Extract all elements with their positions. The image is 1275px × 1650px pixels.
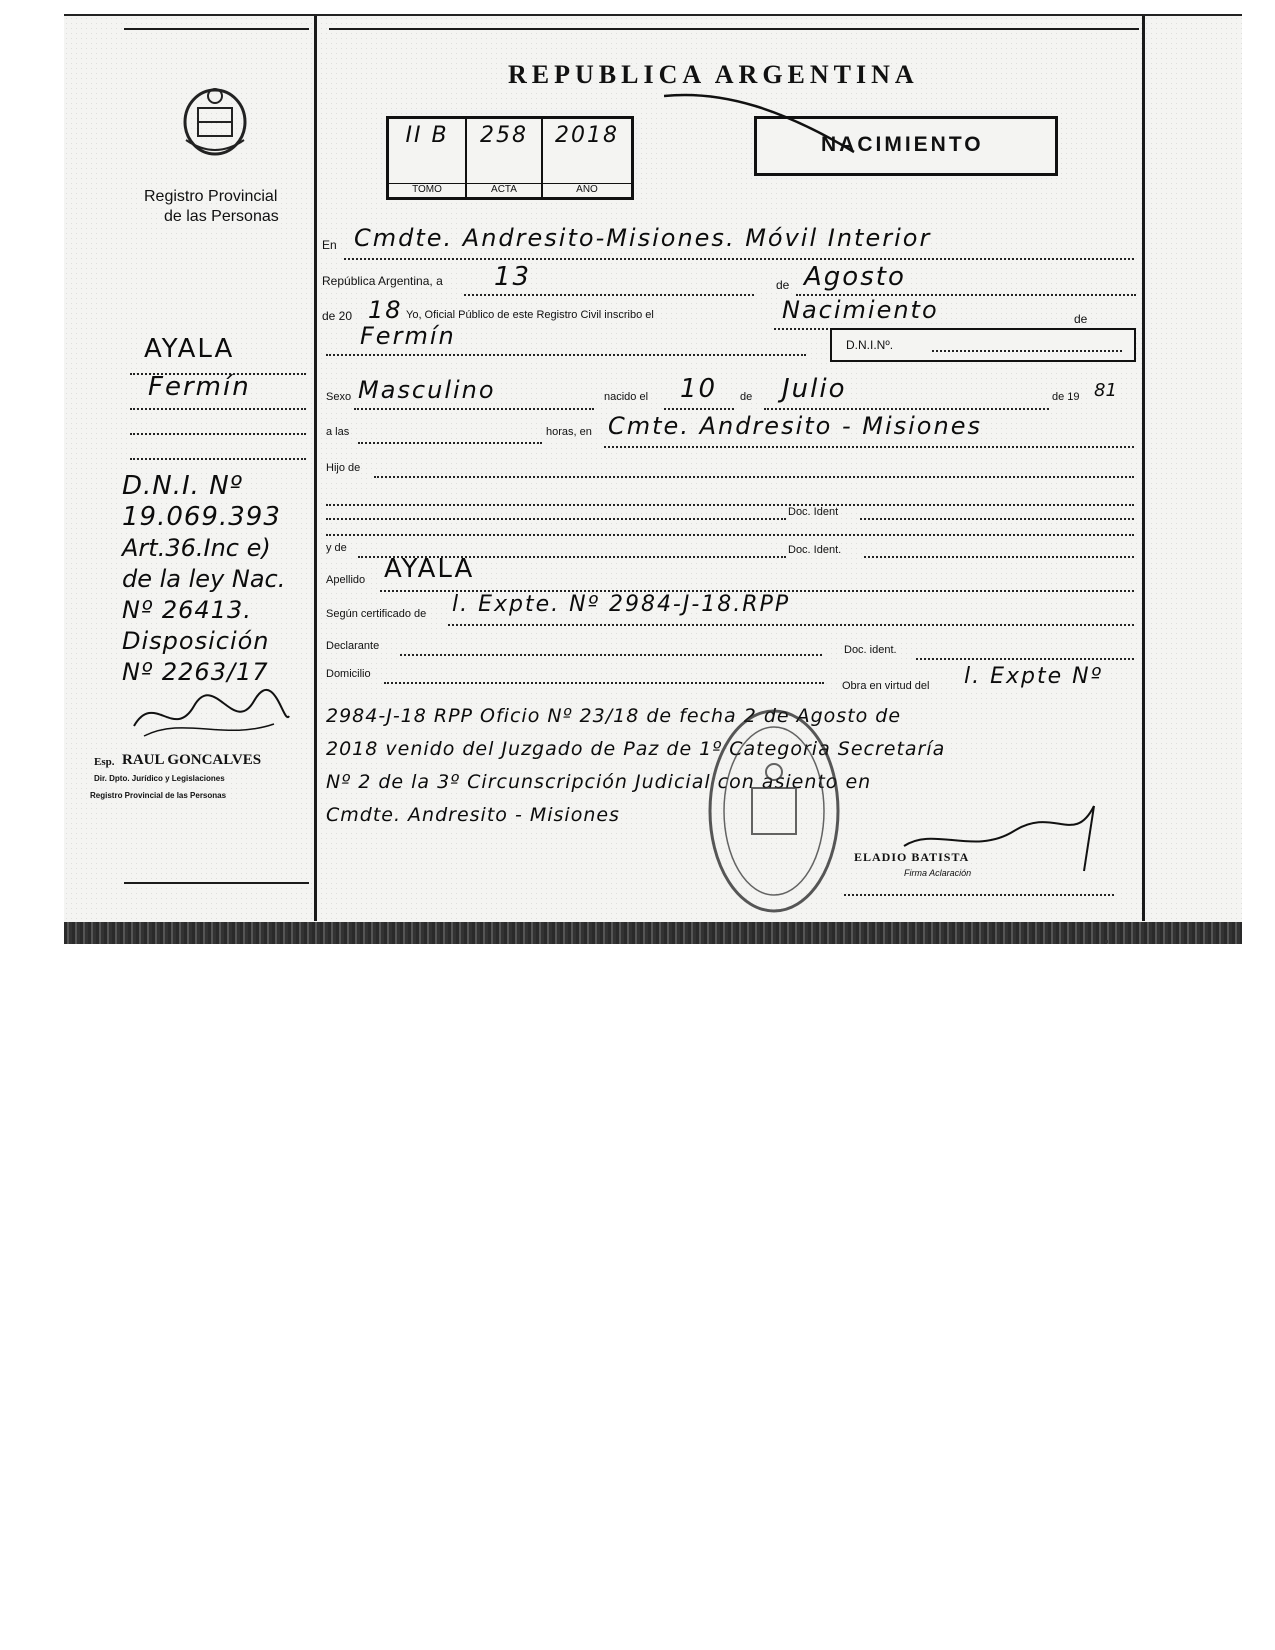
sexo-line (354, 406, 594, 410)
note-line: Art.36.Inc e) (122, 534, 271, 562)
en-value: Cmdte. Andresito-Misiones. Móvil Interior (354, 224, 932, 252)
acta-value: 258 (480, 123, 528, 148)
hijo-label: Hijo de (326, 462, 361, 474)
left-line (130, 406, 306, 410)
en-label: En (322, 238, 337, 252)
dni-label: D.N.I.Nº. (846, 338, 894, 352)
obra-value: l. Expte Nº (964, 664, 1103, 689)
segun-line (448, 622, 1134, 626)
domicilio-label: Domicilio (326, 668, 371, 680)
birth-de-label: de (740, 391, 753, 403)
signature-line (844, 892, 1114, 896)
right-border (1142, 16, 1145, 921)
declarante-line (400, 652, 822, 656)
birth-year: 81 (1094, 380, 1117, 401)
segun-label: Según certificado de (326, 608, 427, 620)
notes-line: Cmdte. Andresito - Misiones (326, 804, 620, 826)
scan-edge-band (64, 922, 1242, 944)
dni-box (830, 328, 1136, 362)
hour-line (358, 440, 542, 444)
left-given-name: Fermín (148, 372, 251, 402)
ano-cell (543, 119, 631, 197)
top-rule-right (329, 28, 1139, 30)
doc-ident-label-2: Doc. Ident. (788, 544, 842, 556)
left-surname: AYALA (144, 334, 235, 364)
apellido-value: AYALA (384, 554, 475, 584)
day-line (464, 292, 754, 296)
ano-value: 2018 (555, 123, 619, 148)
stray-mark (1105, 940, 1108, 943)
declarante-label: Declarante (326, 640, 380, 652)
month-value: Agosto (804, 262, 906, 292)
apellido-label: Apellido (326, 574, 366, 586)
left-line (130, 456, 306, 460)
birth-day-line (664, 406, 734, 410)
dni-line (932, 348, 1122, 352)
horas-label: horas, en (546, 426, 592, 438)
birth-day: 10 (680, 374, 718, 404)
note-line: de la ley Nac. (122, 565, 286, 593)
notes-line: 2984-J-18 RPP Oficio Nº 23/18 de fecha 2 de Agosto de (326, 705, 902, 727)
en-line (344, 256, 1134, 260)
doc-ident-line-3 (916, 656, 1134, 660)
acta-cell (467, 119, 543, 197)
year-value: 18 (368, 296, 403, 324)
day-value: 13 (494, 262, 532, 292)
parent1-line (326, 516, 786, 520)
name-line (326, 352, 806, 356)
parent1-line-2 (326, 532, 1134, 536)
coat-of-arms-icon (176, 80, 254, 158)
doc-ident-label-3: Doc. ident. (844, 644, 897, 656)
nacido-label: nacido el (604, 391, 649, 403)
name-value: Fermín (360, 322, 456, 350)
note-line: D.N.I. Nº (122, 471, 243, 501)
a-las-label: a las (326, 426, 350, 438)
ano-label: AÑO (543, 183, 631, 195)
tomo-label: TOMO (389, 183, 465, 195)
de-label: de (776, 278, 790, 292)
birth-place: Cmte. Andresito - Misiones (608, 412, 982, 440)
birth-month: Julio (782, 374, 847, 404)
country-title: REPUBLICA ARGENTINA (508, 60, 919, 89)
note-line: Nº 26413. (122, 596, 252, 624)
record-type: NACIMIENTO (821, 133, 984, 156)
segun-value: l. Expte. Nº 2984-J-18.RPP (452, 592, 791, 617)
signer-prefix: Esp. (94, 756, 115, 768)
year-prefix-label: de 20 (322, 309, 353, 323)
doc-ident-label-1: Doc. Ident (788, 506, 839, 518)
republica-label: República Argentina, a (322, 274, 443, 288)
obra-label: Obra en virtud del (842, 680, 930, 692)
signer-name: RAUL GONCALVES (122, 752, 262, 768)
note-line: Disposición (122, 627, 270, 655)
y-de-label: y de (326, 542, 347, 554)
column-divider (314, 16, 317, 921)
doc-ident-line-1 (860, 516, 1134, 520)
note-line: 19.069.393 (122, 502, 281, 532)
official-signature-role: Firma Aclaración (904, 868, 972, 878)
signer-office: Registro Provincial de las Personas (90, 791, 227, 800)
tomo-cell (389, 119, 467, 197)
birth-certificate (64, 14, 1242, 944)
hijo-line-2 (326, 502, 1134, 506)
bottom-rule-left (124, 882, 309, 884)
office-name-line2: de las Personas (164, 208, 279, 225)
office-name-line1: Registro Provincial (144, 188, 278, 205)
notes-line: 2018 venido del Juzgado de Paz de 1º Categoria Secretaría (326, 738, 946, 760)
acta-label: ACTA (467, 183, 541, 195)
birth-month-line (764, 406, 1049, 410)
act-value: Nacimiento (782, 296, 939, 324)
left-line (130, 431, 306, 435)
domicilio-line (384, 680, 824, 684)
notes-line: Nº 2 de la 3º Circunscripción Judicial con asiento en (326, 771, 872, 793)
official-text: Yo, Oficial Público de este Registro Civil inscribo el (406, 309, 654, 321)
signer-title: Dir. Dpto. Jurídico y Legislaciones (94, 774, 225, 783)
sexo-value: Masculino (358, 376, 496, 404)
place-line (604, 444, 1134, 448)
top-rule-left (124, 28, 309, 30)
marginal-note (122, 471, 312, 688)
de2-label: de (1074, 312, 1088, 326)
birth-year-label: de 19 (1052, 391, 1080, 403)
pen-stroke (664, 90, 864, 160)
sexo-label: Sexo (326, 391, 352, 403)
tomo-value: II B (405, 123, 449, 148)
official-seal (704, 706, 844, 916)
signature-scribble (124, 686, 294, 746)
official-signature-name: ELADIO BATISTA (854, 850, 970, 864)
note-line: Nº 2263/17 (122, 658, 269, 686)
hijo-line (374, 474, 1134, 478)
registry-numbers-box (386, 116, 634, 200)
doc-ident-line-2 (864, 554, 1134, 558)
